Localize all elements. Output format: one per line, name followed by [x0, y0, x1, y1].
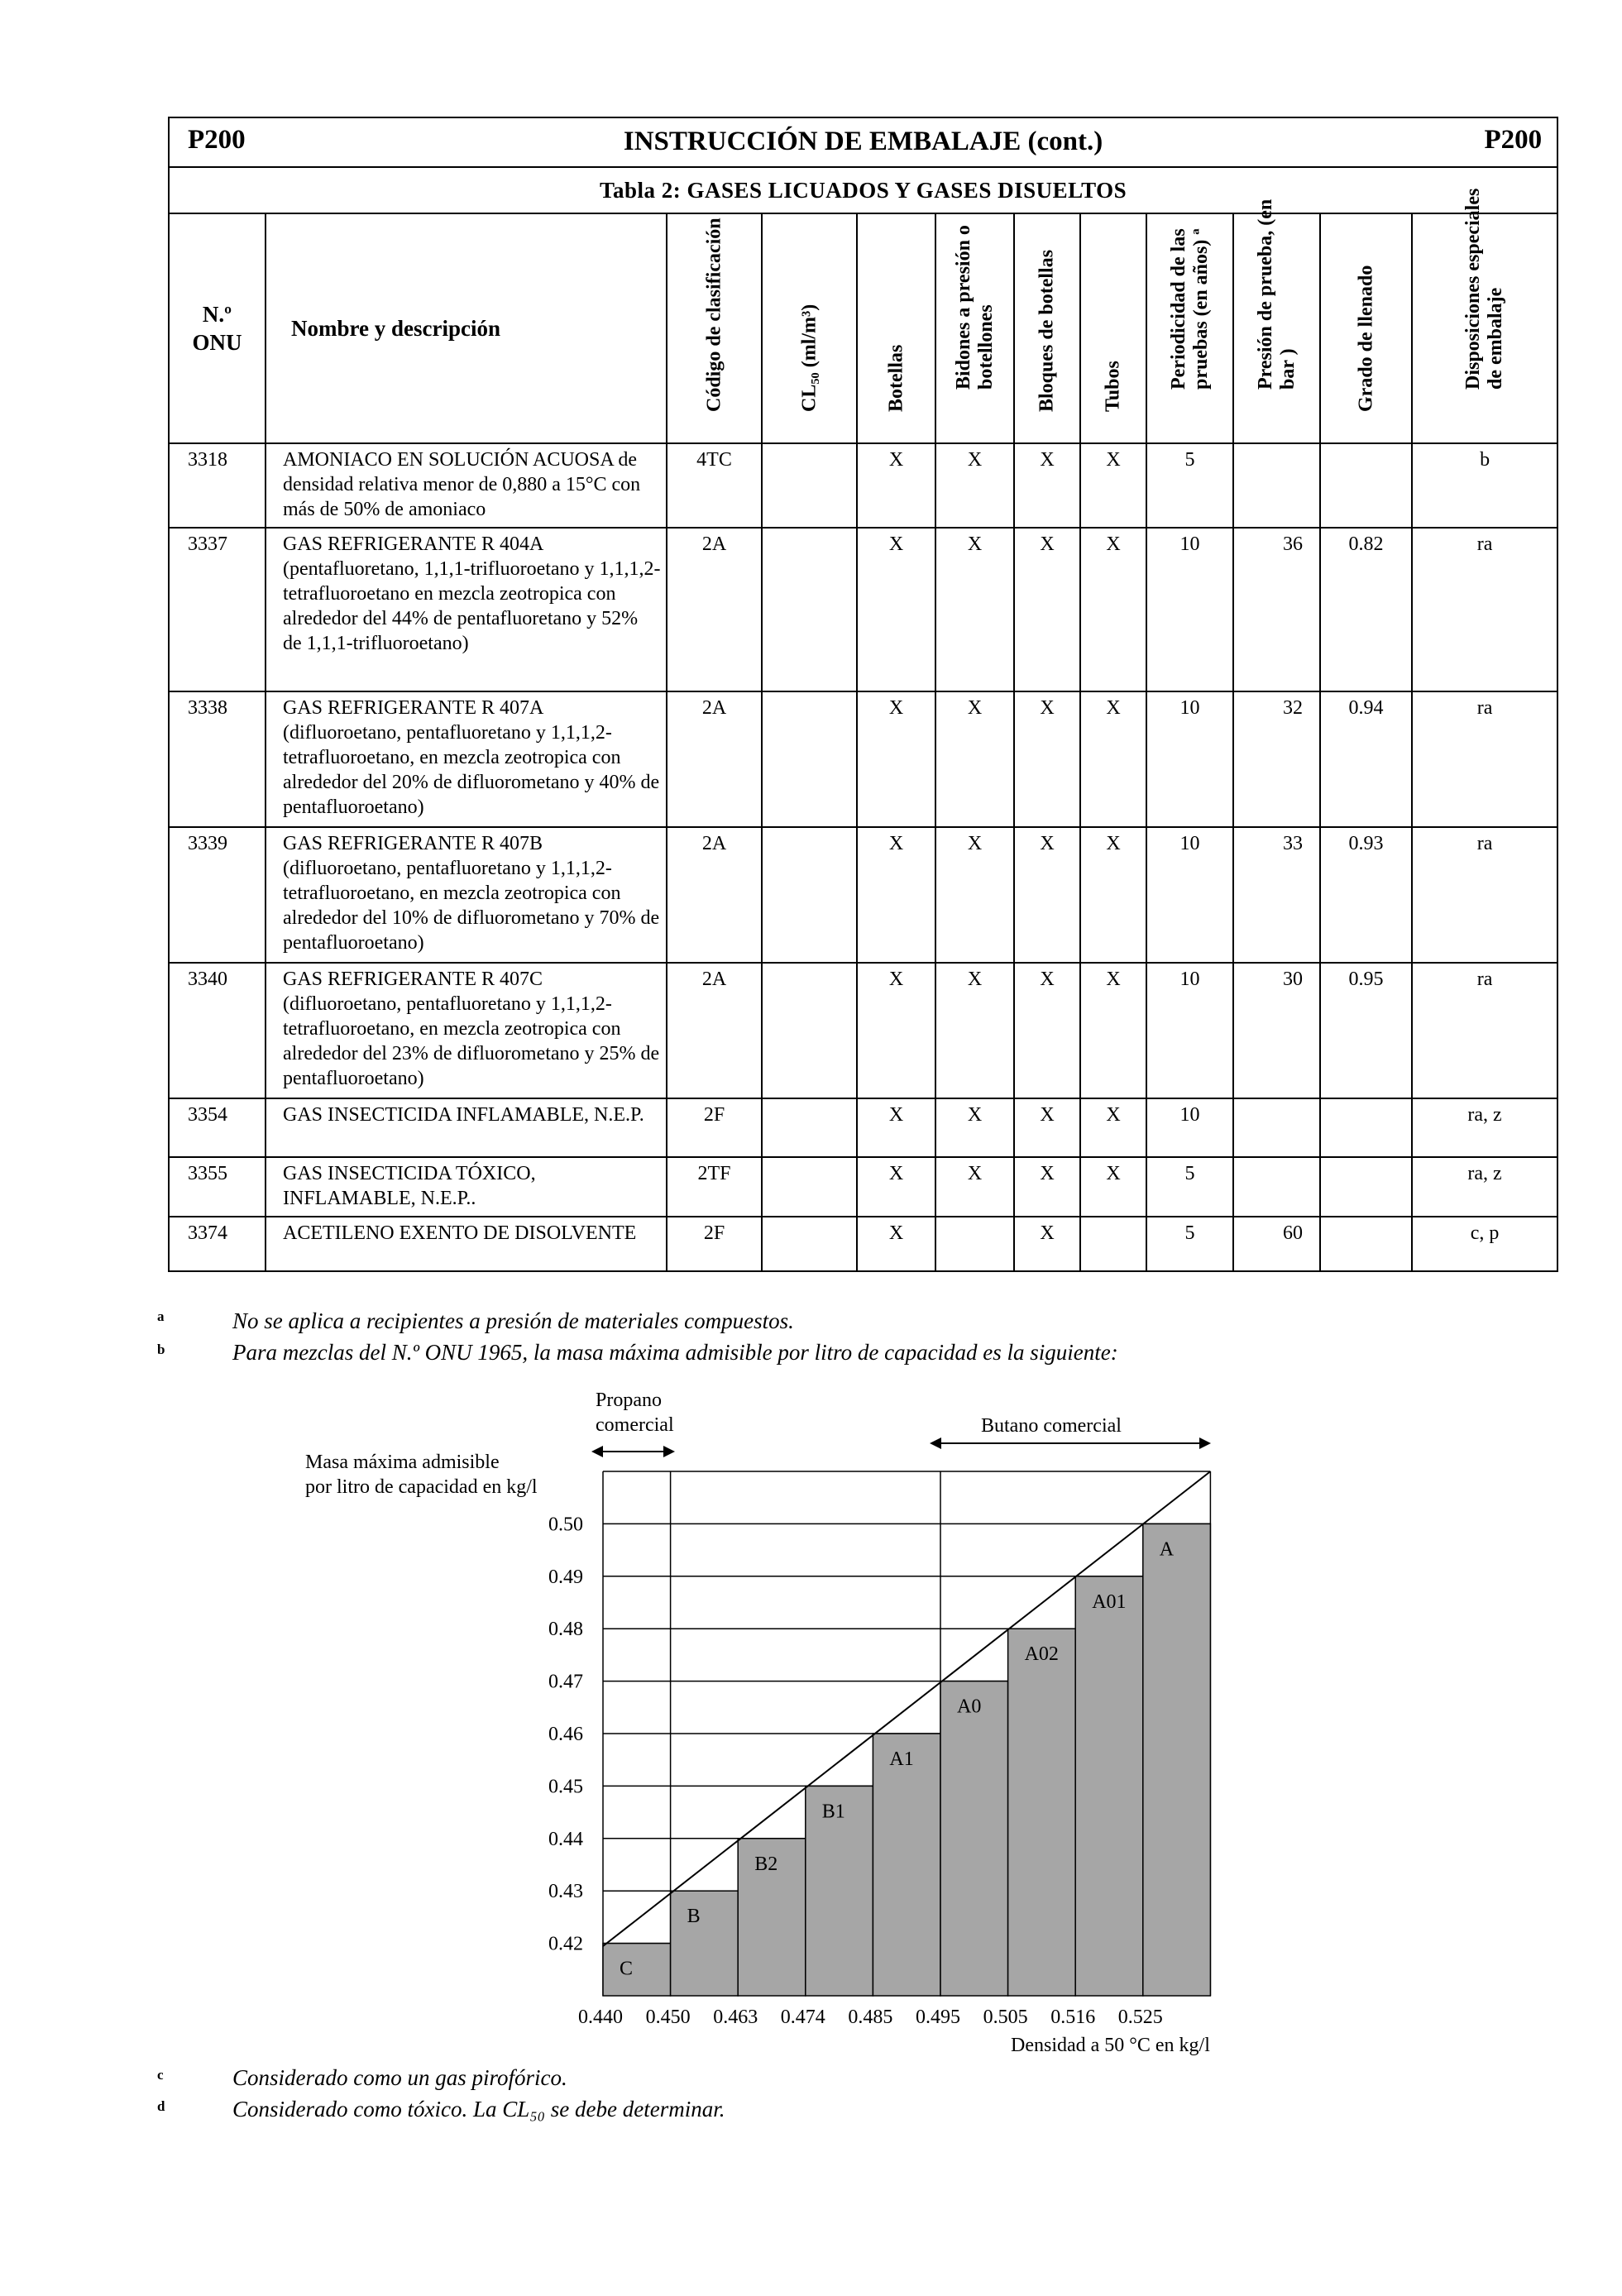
table-subtitle: Tabla 2: GASES LICUADOS Y GASES DISUELTOS	[169, 167, 1557, 213]
cell-name: GAS REFRIGERANTE R 407B (difluoroetano, pentafluoretano y 1,1,1,2-tetrafluoroetano, en mezcla zeotropica con alrededor del 10% de difluorometano y 70% de pentafluoroetano)	[266, 827, 667, 963]
cell-name: ACETILENO EXENTO DE DISOLVENTE	[266, 1217, 667, 1271]
cell-prov: ra, z	[1412, 1157, 1557, 1217]
cell-bundles: X	[1014, 443, 1080, 528]
bar-C	[603, 1944, 671, 1996]
y-tick-label: 0.47	[548, 1671, 583, 1693]
footnote-a-text: No se aplica a recipientes a presión de materiales compuestos.	[232, 1308, 794, 1333]
cell-drums: X	[935, 1098, 1014, 1157]
cell-fill: 0.94	[1320, 691, 1412, 827]
range-arrows	[597, 1443, 1205, 1452]
cell-bundles: X	[1014, 691, 1080, 827]
bar-label-B2: B2	[754, 1853, 778, 1875]
cell-code: 2F	[667, 1098, 762, 1157]
cell-onu: 3339	[169, 827, 266, 963]
bar-B	[671, 1891, 739, 1996]
packing-code-left: P200	[188, 125, 246, 155]
cell-name: GAS INSECTICIDA INFLAMABLE, N.E.P.	[266, 1098, 667, 1157]
cell-bundles: X	[1014, 1217, 1080, 1271]
cell-code: 4TC	[667, 443, 762, 528]
bar-label-A02: A02	[1024, 1643, 1059, 1666]
cell-name: GAS REFRIGERANTE R 404A (pentafluoretano, 1,1,1-trifluoroetano y 1,1,1,2-tetrafluoroetano en mezcla zeotropica con alrededor del 44% de pentafluoretano y 52% de 1,1,1-trifluoroetano)	[266, 528, 667, 691]
col-header-cl50: CL₅₀ (ml/m³)	[762, 213, 857, 443]
cell-tubes: X	[1080, 528, 1146, 691]
col-header-onu: N.º ONU	[169, 213, 266, 443]
cell-drums: X	[935, 443, 1014, 528]
page-title: INSTRUCCIÓN DE EMBALAJE (cont.)	[623, 127, 1103, 156]
y-axis-label-2: por litro de capacidad en kg/l	[305, 1476, 538, 1498]
cell-onu: 3355	[169, 1157, 266, 1217]
col-header-fill: Grado de llenado	[1320, 213, 1412, 443]
bar-A0	[940, 1681, 1008, 1996]
range-label-propano-2: comercial	[596, 1414, 674, 1436]
x-tick-label: 0.516	[1050, 2007, 1096, 2028]
cell-bundles: X	[1014, 1157, 1080, 1217]
y-tick-label: 0.50	[548, 1514, 583, 1536]
cell-bottles: X	[857, 1098, 935, 1157]
x-tick-label: 0.485	[848, 2007, 893, 2028]
cell-drums: X	[935, 827, 1014, 963]
bar-label-A0: A0	[957, 1696, 982, 1718]
cell-prov: ra	[1412, 528, 1557, 691]
cell-prov: ra, z	[1412, 1098, 1557, 1157]
footnote-d-text: Considerado como tóxico. La CL₅₀ se debe determinar.	[232, 2097, 725, 2121]
cell-period: 10	[1146, 827, 1233, 963]
cell-pressure: 60	[1233, 1217, 1320, 1271]
col-header-bundles: Bloques de botellas	[1014, 213, 1080, 443]
bar-label-A01: A01	[1092, 1590, 1127, 1613]
bar-label-A1: A1	[889, 1748, 914, 1770]
x-tick-label: 0.450	[645, 2007, 691, 2028]
col-header-class-code: Código de clasificación	[667, 213, 762, 443]
x-tick-label: 0.440	[578, 2007, 623, 2028]
cell-code: 2F	[667, 1217, 762, 1271]
cell-bottles: X	[857, 1217, 935, 1271]
cell-pressure: 33	[1233, 827, 1320, 963]
footnote-c-mark: c	[157, 2067, 164, 2083]
col-header-bottles: Botellas	[857, 213, 935, 443]
footnote-b-mark: b	[157, 1342, 165, 1357]
cell-code: 2A	[667, 528, 762, 691]
bar-label-B1: B1	[821, 1801, 845, 1823]
cell-period: 5	[1146, 1157, 1233, 1217]
cell-prov: ra	[1412, 691, 1557, 827]
cell-period: 10	[1146, 1098, 1233, 1157]
cell-onu: 3337	[169, 528, 266, 691]
cell-onu: 3354	[169, 1098, 266, 1157]
cell-code: 2A	[667, 963, 762, 1098]
range-label-butano: Butano comercial	[981, 1415, 1122, 1437]
cell-period: 10	[1146, 691, 1233, 827]
cell-tubes: X	[1080, 827, 1146, 963]
cell-bottles: X	[857, 691, 935, 827]
cell-bottles: X	[857, 528, 935, 691]
col-header-provisions: Disposiciones especiales de embalaje	[1412, 213, 1557, 443]
cell-bottles: X	[857, 1157, 935, 1217]
y-axis-label-1: Masa máxima admisible	[305, 1452, 500, 1473]
cell-code: 2TF	[667, 1157, 762, 1217]
cell-bottles: X	[857, 443, 935, 528]
y-tick-label: 0.45	[548, 1776, 583, 1798]
cell-period: 5	[1146, 1217, 1233, 1271]
y-tick-label: 0.42	[548, 1933, 583, 1955]
col-header-tubes: Tubos	[1080, 213, 1146, 443]
cell-prov: b	[1412, 443, 1557, 528]
cell-onu: 3318	[169, 443, 266, 528]
cell-name: AMONIACO EN SOLUCIÓN ACUOSA de densidad relativa menor de 0,880 a 15°C con más de 50% de amoniaco	[266, 443, 667, 528]
x-tick-label: 0.525	[1117, 2007, 1163, 2028]
footnote-d-mark: d	[157, 2098, 165, 2114]
x-tick-label: 0.505	[983, 2007, 1028, 2028]
footnote-a-mark: a	[157, 1308, 165, 1324]
cell-fill: 0.82	[1320, 528, 1412, 691]
x-axis-label: Densidad a 50 °C en kg/l	[1011, 2035, 1210, 2056]
cell-period: 5	[1146, 443, 1233, 528]
cell-fill: 0.93	[1320, 827, 1412, 963]
bar-A02	[1008, 1629, 1076, 1996]
cell-prov: ra	[1412, 827, 1557, 963]
cell-bottles: X	[857, 827, 935, 963]
cell-pressure: 30	[1233, 963, 1320, 1098]
cell-prov: ra	[1412, 963, 1557, 1098]
cell-fill: 0.95	[1320, 963, 1412, 1098]
y-tick-label: 0.44	[548, 1828, 583, 1850]
cell-drums: X	[935, 528, 1014, 691]
y-tick-label: 0.43	[548, 1881, 583, 1903]
footnote-c-text: Considerado como un gas pirofórico.	[232, 2065, 567, 2090]
y-tick-label: 0.48	[548, 1619, 583, 1641]
col-header-period: Periodicidad de las pruebas (en años) ª	[1146, 213, 1233, 443]
bar-A1	[873, 1734, 940, 1996]
y-tick-label: 0.46	[548, 1724, 583, 1745]
bar-label-C: C	[620, 1958, 634, 1980]
cell-bottles: X	[857, 963, 935, 1098]
cell-onu: 3340	[169, 963, 266, 1098]
cell-tubes: X	[1080, 1098, 1146, 1157]
cell-name: GAS REFRIGERANTE R 407A (difluoroetano, pentafluoretano y 1,1,1,2-tetrafluoroetano, en mezcla zeotropica con alrededor del 20% de difluorometano y 40% de pentafluoroetano)	[266, 691, 667, 827]
cell-bundles: X	[1014, 963, 1080, 1098]
cell-code: 2A	[667, 691, 762, 827]
x-tick-label: 0.474	[780, 2007, 825, 2028]
cell-tubes: X	[1080, 1157, 1146, 1217]
cell-tubes: X	[1080, 443, 1146, 528]
bar-A	[1143, 1523, 1211, 1996]
cell-period: 10	[1146, 963, 1233, 1098]
col-header-pressure: Presión de prueba, (en bar )	[1233, 213, 1320, 443]
x-tick-label: 0.495	[916, 2007, 960, 2028]
cell-tubes: X	[1080, 963, 1146, 1098]
cell-bundles: X	[1014, 528, 1080, 691]
cell-name: GAS REFRIGERANTE R 407C (difluoroetano, pentafluoretano y 1,1,1,2-tetrafluoroetano, en mezcla zeotropica con alrededor del 23% de difluorometano y 25% de pentafluoroetano)	[266, 963, 667, 1098]
cell-drums: X	[935, 963, 1014, 1098]
x-tick-label: 0.463	[713, 2007, 758, 2028]
cell-drums: X	[935, 691, 1014, 827]
cell-onu: 3338	[169, 691, 266, 827]
y-tick-label: 0.49	[548, 1566, 583, 1588]
bar-label-A: A	[1159, 1538, 1175, 1561]
col-header-drums: Bidones a presión o botellones	[935, 213, 1014, 443]
cell-pressure: 32	[1233, 691, 1320, 827]
packing-code-right: P200	[1484, 125, 1543, 155]
cell-prov: c, p	[1412, 1217, 1557, 1271]
cell-onu: 3374	[169, 1217, 266, 1271]
cell-code: 2A	[667, 827, 762, 963]
cell-pressure: 36	[1233, 528, 1320, 691]
footnote-b-text: Para mezclas del N.º ONU 1965, la masa máxima admisible por litro de capacidad es la siguiente:	[232, 1340, 1118, 1365]
cell-period: 10	[1146, 528, 1233, 691]
bar-A01	[1075, 1576, 1143, 1996]
cell-name: GAS INSECTICIDA TÓXICO, INFLAMABLE, N.E.P..	[266, 1157, 667, 1217]
cell-bundles: X	[1014, 1098, 1080, 1157]
cell-bundles: X	[1014, 827, 1080, 963]
col-header-name: Nombre y descripción	[266, 213, 667, 443]
cell-drums: X	[935, 1157, 1014, 1217]
range-label-propano-1: Propano	[596, 1390, 662, 1411]
bar-label-B: B	[687, 1906, 701, 1928]
cell-tubes: X	[1080, 691, 1146, 827]
